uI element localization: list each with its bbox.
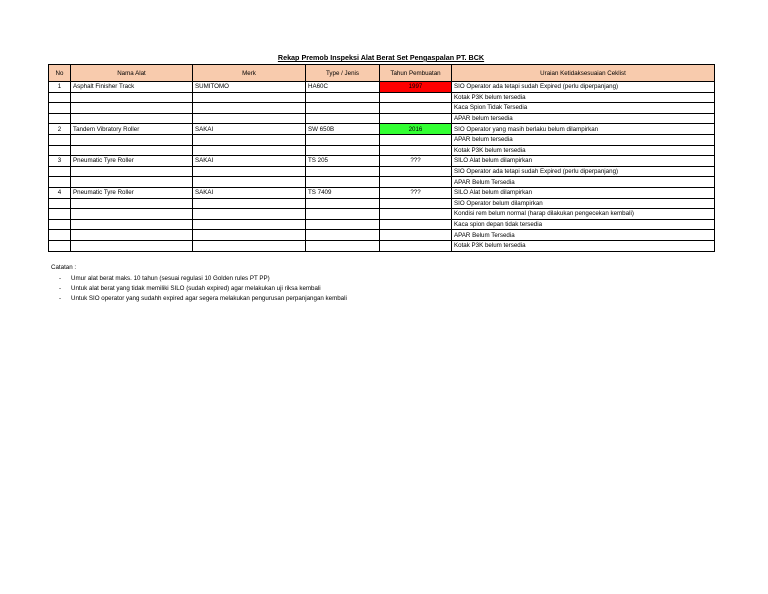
cell-no: 2 [49,124,71,135]
cell-uraian: SIO Operator ada tetapi sudah Expired (perlu diperpanjang) [452,166,715,177]
cell-type [306,134,380,145]
cell-merk [193,240,306,251]
cell-uraian: Kotak P3K belum tersedia [452,92,715,103]
cell-nama-alat [71,103,193,114]
notes-section [51,264,347,304]
cell-type: SW 650B [306,124,380,135]
cell-nama-alat: Pneumatic Tyre Roller [71,187,193,198]
cell-merk [193,103,306,114]
cell-uraian: Kotak P3K belum tersedia [452,240,715,251]
header-no: No [49,65,71,82]
cell-tahun [380,134,452,145]
cell-nama-alat [71,177,193,188]
cell-merk: SAKAI [193,187,306,198]
cell-no [49,103,71,114]
cell-type: HA60C [306,82,380,93]
header-uraian: Uraian Ketidaksesuaian Ceklist [452,65,715,82]
cell-tahun [380,177,452,188]
table-row [49,166,715,177]
cell-tahun [380,240,452,251]
cell-merk [193,145,306,156]
note-item [51,273,347,283]
cell-uraian: SILO Alat belum dilampirkan [452,187,715,198]
table-row [49,145,715,156]
table-row [49,124,715,135]
cell-nama-alat: Pneumatic Tyre Roller [71,156,193,167]
cell-no [49,166,71,177]
cell-no [49,145,71,156]
cell-type [306,177,380,188]
note-bullet: - [59,294,62,302]
cell-nama-alat [71,240,193,251]
header-type: Type / Jenis [306,65,380,82]
table-row [49,240,715,251]
table-row [49,156,715,167]
cell-nama-alat [71,219,193,230]
header-nama-alat: Nama Alat [71,65,193,82]
cell-tahun [380,219,452,230]
cell-type [306,92,380,103]
cell-merk: SAKAI [193,124,306,135]
cell-type: TS 7409 [306,187,380,198]
note-bullet: - [59,274,62,282]
notes-title: Catatan : [51,264,77,271]
inspection-table [48,64,715,252]
cell-merk [193,113,306,124]
cell-uraian: Kaca spion depan tidak tersedia [452,219,715,230]
note-bullet: - [59,284,62,292]
table-row [49,219,715,230]
cell-no [49,198,71,209]
cell-uraian: SIO Operator yang masih berlaku belum dilampirkan [452,124,715,135]
cell-merk [193,209,306,220]
report-title: Rekap Premob Inspeksi Alat Berat Set Pengaspalan PT. BCK [277,53,485,62]
cell-type [306,103,380,114]
cell-no [49,230,71,241]
cell-type [306,219,380,230]
cell-type [306,230,380,241]
cell-tahun: 2016 [380,124,452,135]
cell-merk: SUMITOMO [193,82,306,93]
cell-tahun: 1997 [380,82,452,93]
cell-nama-alat: Asphalt Finisher Track [71,82,193,93]
cell-tahun [380,230,452,241]
table-body [49,82,715,252]
cell-tahun: ??? [380,156,452,167]
cell-nama-alat: Tandem Vibratory Roller [71,124,193,135]
cell-nama-alat [71,113,193,124]
cell-nama-alat [71,166,193,177]
cell-no [49,209,71,220]
cell-merk [193,230,306,241]
cell-merk: SAKAI [193,156,306,167]
table-row [49,82,715,93]
note-text: Untuk alat berat yang tidak memiliki SILO (sudah expired) agar melakukan uji riksa kembali [71,284,321,292]
cell-no: 4 [49,187,71,198]
cell-merk [193,92,306,103]
cell-nama-alat [71,92,193,103]
cell-uraian: APAR belum tersedia [452,113,715,124]
cell-tahun [380,166,452,177]
cell-tahun [380,209,452,220]
note-text: Umur alat berat maks. 10 tahun (sesuai regulasi 10 Golden rules PT PP) [71,274,270,282]
cell-uraian: SIO Operator ada tetapi sudah Expired (perlu diperpanjang) [452,82,715,93]
cell-tahun [380,103,452,114]
note-item [51,283,347,293]
note-text: Untuk SIO operator yang sudahh expired agar segera melakukan pengurusan perpanjangan kembali [71,294,347,302]
cell-nama-alat [71,230,193,241]
cell-nama-alat [71,209,193,220]
cell-uraian: SILO Alat belum dilampirkan [452,156,715,167]
cell-uraian: SIO Operator belum dilampirkan [452,198,715,209]
header-merk: Merk [193,65,306,82]
cell-no [49,92,71,103]
cell-tahun: ??? [380,187,452,198]
cell-tahun [380,145,452,156]
cell-no [49,177,71,188]
cell-no: 1 [49,82,71,93]
cell-no: 3 [49,156,71,167]
table-header-row [49,65,715,82]
table-row [49,187,715,198]
cell-type: TS 205 [306,156,380,167]
cell-uraian: APAR belum tersedia [452,134,715,145]
cell-nama-alat [71,198,193,209]
table-row [49,177,715,188]
table-row [49,198,715,209]
table-row [49,92,715,103]
cell-type [306,113,380,124]
cell-merk [193,219,306,230]
cell-uraian: APAR Belum Tersedia [452,177,715,188]
cell-uraian: Kaca Spion Tidak Tersedia [452,103,715,114]
cell-tahun [380,198,452,209]
header-tahun: Tahun Pembuatan [380,65,452,82]
table-row [49,113,715,124]
table-row [49,209,715,220]
cell-merk [193,198,306,209]
cell-merk [193,134,306,145]
cell-uraian: Kondisi rem belum normal (harap dilakukan pengecekan kembali) [452,209,715,220]
cell-uraian: APAR Belum Tersedia [452,230,715,241]
cell-type [306,209,380,220]
cell-tahun [380,113,452,124]
cell-type [306,240,380,251]
cell-no [49,240,71,251]
cell-uraian: Kotak P3K belum tersedia [452,145,715,156]
cell-type [306,166,380,177]
cell-merk [193,177,306,188]
cell-tahun [380,92,452,103]
cell-nama-alat [71,145,193,156]
cell-no [49,219,71,230]
table-row [49,134,715,145]
table-row [49,230,715,241]
cell-no [49,113,71,124]
note-item [51,293,347,303]
cell-nama-alat [71,134,193,145]
cell-type [306,198,380,209]
cell-merk [193,166,306,177]
cell-no [49,134,71,145]
table-row [49,103,715,114]
cell-type [306,145,380,156]
